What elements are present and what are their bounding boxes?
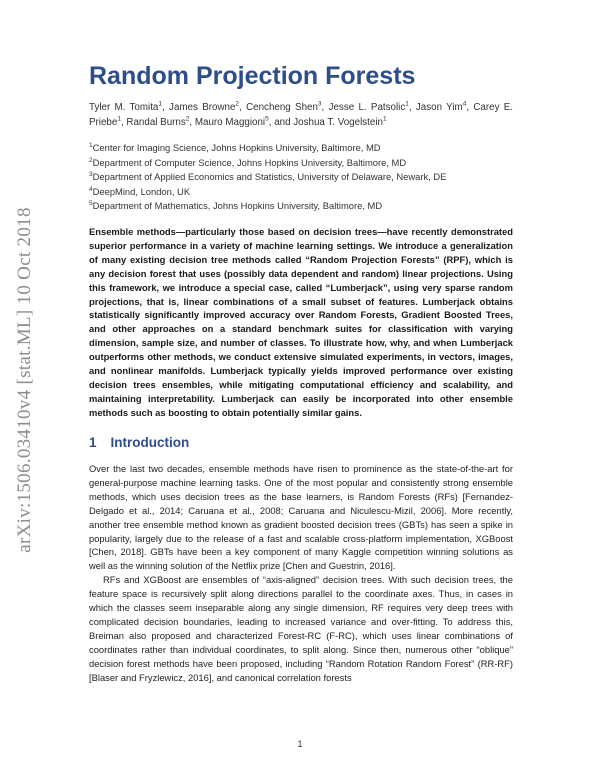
author-name-text: James Browne [169, 102, 236, 113]
paragraph: RFs and XGBoost are ensembles of “axis-aligned” decision trees. With such decision trees, the feature space is recursively split along directions parallel to the coordinate axes. Thus, in cases in which the classes seem inseparable along any single dimension, RF requires very deep trees with complicated decision boundaries, leading to increased variance and over-fitting. To address this, Breiman also proposed and characterized Forest-RC (F-RC), which uses linear combinations of coordinates rather than individual coordinates, to split along. Since then, numerous other “oblique” decision forest methods have been proposed, including “Random Rotation Random Forest” (RR-RF) [Blaser and Fryzlewicz, 2016], and canonical correlation forests [89, 574, 513, 683]
introduction-body [89, 462, 513, 685]
affiliation [89, 199, 519, 214]
author-name-text: Carey E. Priebe [89, 102, 514, 128]
affiliation [89, 156, 519, 171]
author-name-text: Jesse L. Patsolic [328, 102, 406, 113]
section-heading [89, 435, 189, 450]
affiliation-text: DeepMind, London, UK [92, 185, 191, 197]
affiliation [89, 141, 519, 156]
affiliation-mark: 2 [89, 156, 93, 164]
author-name [274, 117, 386, 128]
affiliation [89, 170, 519, 185]
abstract: Ensemble methods—particularly those based on decision trees—have recently demonstrated superior performance in a variety of machine learning settings. We introduce a generalization of many existing decision tree methods called “Random Projection Forests” (RPF), which is any decision forest that uses (possibly data dependent and random) linear projections. Using this framework, we introduce a special case, called “Lumberjack”, using very sparse random projections, that is, linear combinations of a small subset of features. Lumberjack obtains statistically significantly improved accuracy over Random Forests, Gradient Boosted Trees, and other approaches on a standard benchmark suites for classification with varying dimension, sample size, and number of classes. To illustrate how, why, and when Lumberjack outperforms other methods, we conduct extensive simulated experiments, in vectors, images, and nonlinear manifolds. Lumberjack typically yields improved performance over existing decision trees ensembles, while mitigating computational efficiency and scalability, and maintaining interpretability. Lumberjack can easily be incorporated into other ensemble methods such as boosting to obtain potentially similar gains. [89, 226, 513, 418]
affiliation-mark: 1 [89, 141, 93, 149]
author-name-text: Randal Burns [126, 116, 186, 128]
affiliation-mark: 5 [89, 199, 93, 207]
author-name [416, 102, 466, 113]
author-name [329, 102, 409, 113]
author-name-text: Mauro Maggioni [194, 116, 266, 128]
affiliation [89, 185, 519, 200]
arxiv-identifier: arXiv:1506.03410v4 [stat.ML] 10 Oct 2018 [14, 207, 35, 553]
author-name-text: Tyler M. Tomita [89, 102, 159, 113]
author-name [89, 102, 162, 113]
author-affiliation-mark: 3 [317, 100, 322, 108]
author-affiliation-mark: 2 [235, 100, 240, 108]
author-list: Tyler M. Tomita$^1$, James Browne$^2$, Cencheng Shen$^3$, Jesse L. Patsolic$^1$, Jason Yim$^4$, Carey E. Priebe$^1$, Randal Burns$^2$, Mauro Maggioni$^5$, and Joshua T. Vogelstein$^1$ [89, 100, 514, 128]
affiliation-text: Center for Imaging Science, Johns Hopkins University, Baltimore, MD [92, 142, 381, 153]
affiliation-mark: 3 [89, 170, 93, 178]
author-name-text: Cencheng Shen [246, 102, 318, 113]
affiliation-text: Department of Mathematics, Johns Hopkins University, Baltimore, MD [92, 200, 383, 211]
author-affiliation-mark: 1 [158, 100, 163, 108]
section-number: 1 [89, 435, 97, 450]
author-affiliation-mark: 1 [405, 100, 409, 108]
author-affiliation-mark: 1 [117, 115, 121, 123]
author-affiliation-mark: 1 [382, 115, 387, 123]
affiliation-mark: 4 [89, 185, 93, 193]
author-name-text: and Joshua T. Vogelstein [274, 116, 383, 128]
author-affiliation-mark: 4 [462, 100, 467, 108]
affiliation-text: Department of Applied Economics and Statistics, University of Delaware, Newark, DE [92, 171, 447, 182]
author-name [246, 102, 321, 113]
paper-title: Random Projection Forests [89, 62, 416, 90]
author-name [195, 117, 269, 128]
paragraph: Over the last two decades, ensemble methods have risen to prominence as the state-of-the-art for general-purpose machine learning tasks. One of the most popular and consistently strong ensemble methods, which uses decision trees as the base learners, is Random Forests (RFs) [Fernandez-Delgado et al., 2014; Caruana et al., 2008; Caruana and Niculescu-Mizil, 2006]. More recently, another tree ensemble method known as gradient boosted decision trees (GBTs) has seen a spike in popularity, largely due to the release of a fast and scalable cross-platform implementation, XGBoost [Chen, 2018]. GBTs have been a key component of many Kaggle competition winning solutions as well as the winning solution of the Netflix prize [Chen and Guestrin, 2016]. [89, 463, 513, 572]
arxiv-sidebar-stamp [10, 175, 40, 585]
page-number: 1 [297, 739, 303, 750]
author-name-text: Jason Yim [415, 102, 463, 113]
affiliation-list [89, 141, 519, 214]
section-title: Introduction [110, 435, 190, 450]
affiliation-text: Department of Computer Science, Johns Hopkins University, Baltimore, MD [92, 156, 407, 168]
author-name [169, 102, 239, 113]
author-affiliation-mark: 5 [265, 115, 269, 123]
author-affiliation-mark: 2 [185, 115, 190, 123]
author-name [126, 117, 189, 128]
